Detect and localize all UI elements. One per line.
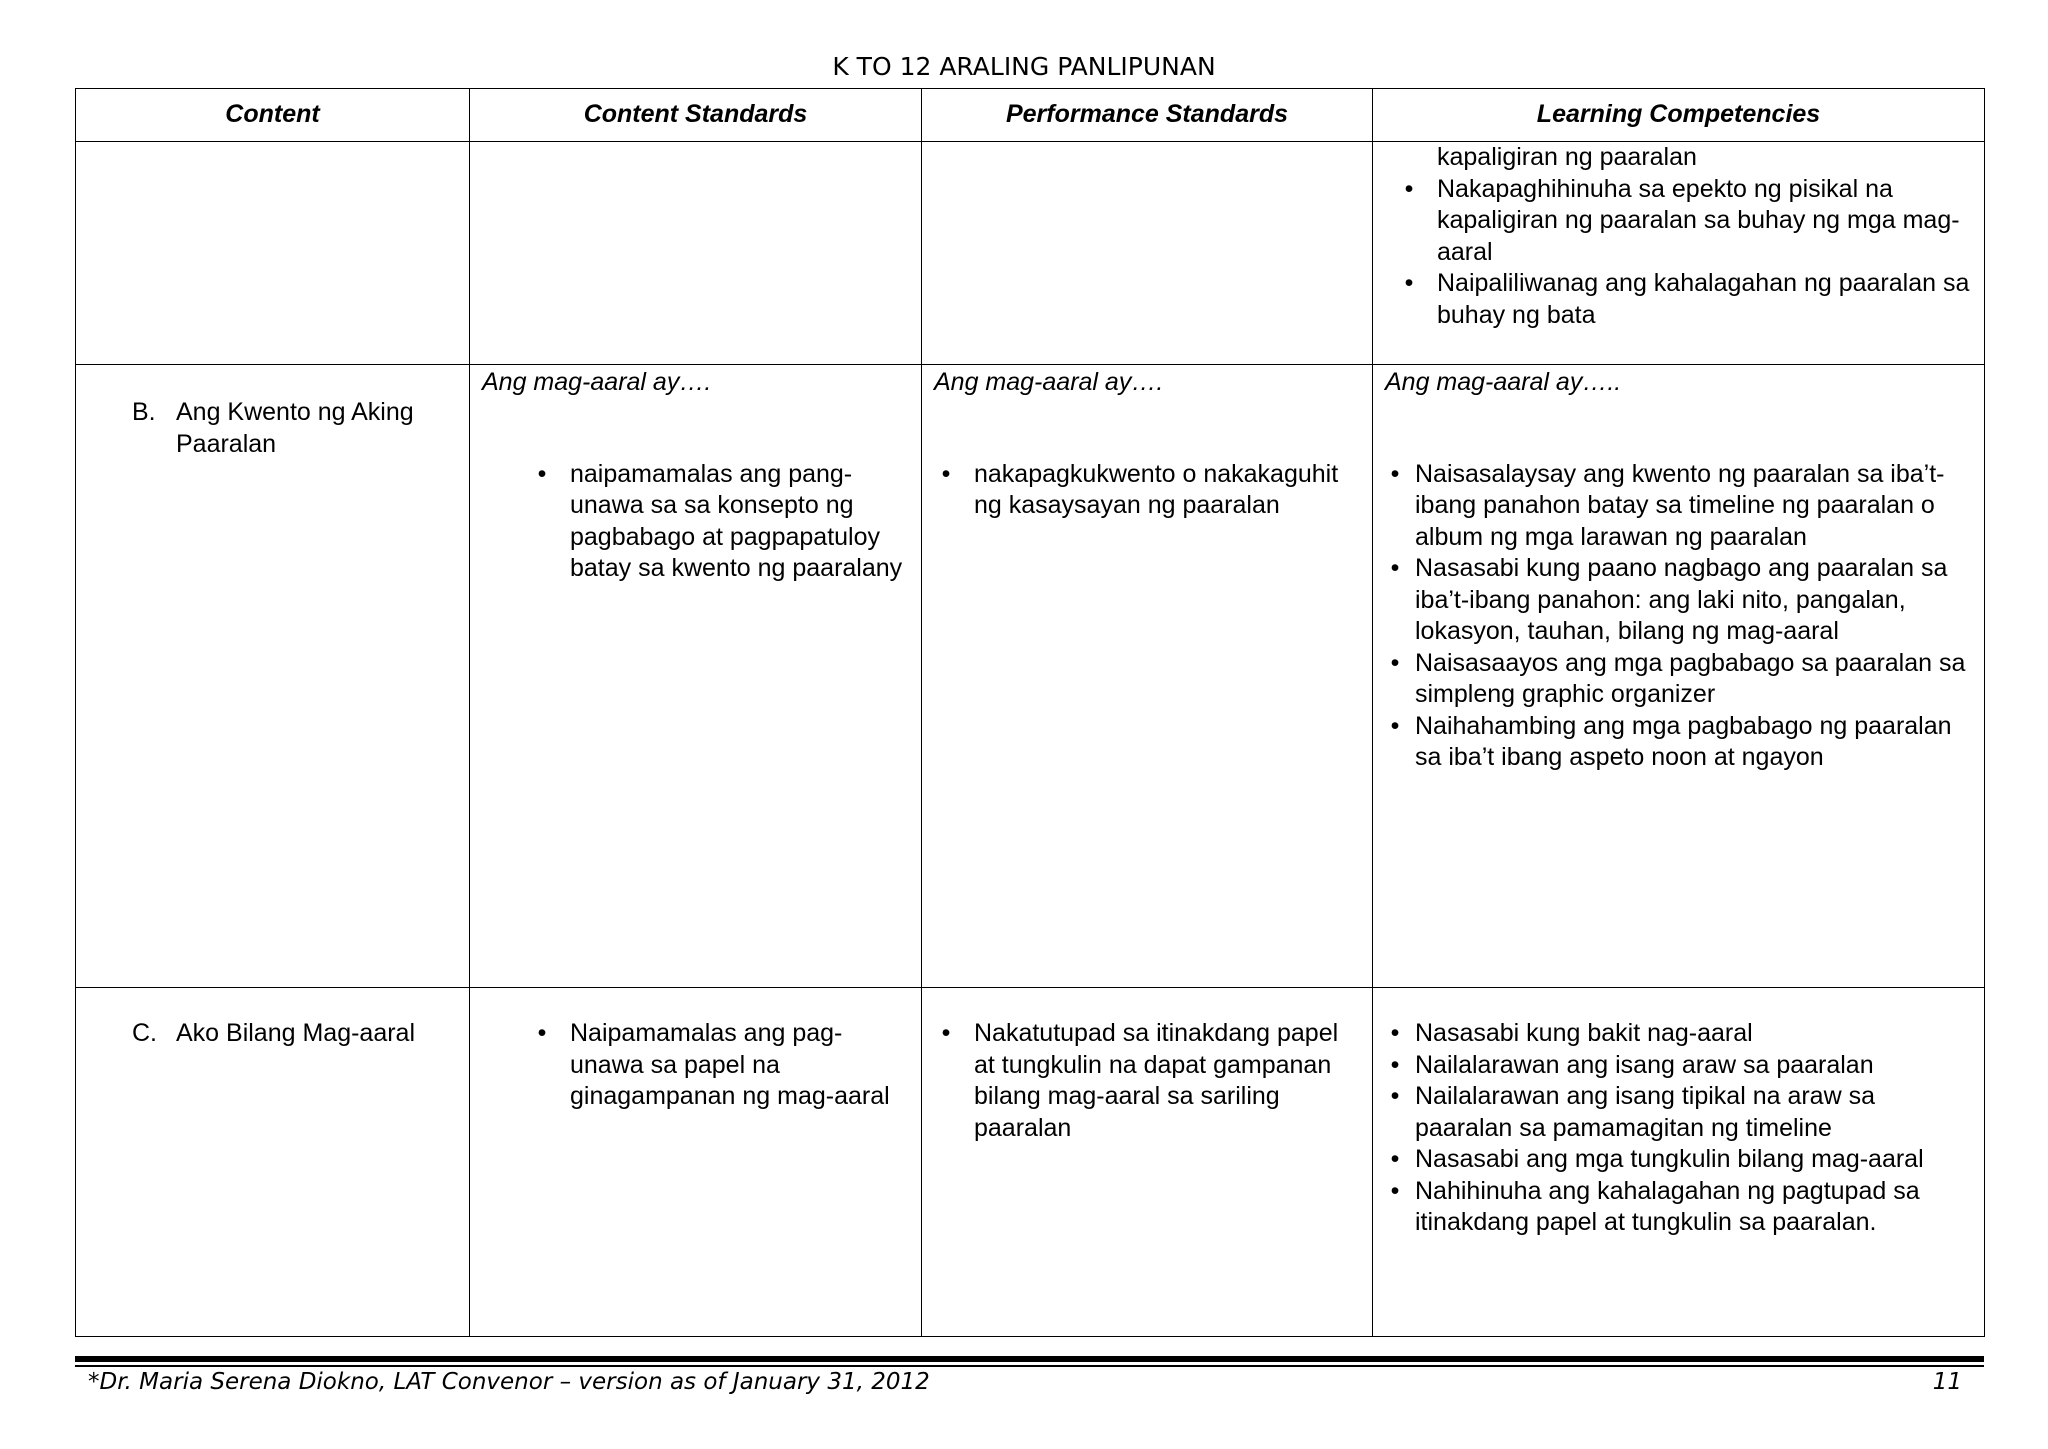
bullet-icon: • — [537, 459, 547, 488]
bullet-icon: • — [1404, 269, 1414, 297]
standards-list — [941, 459, 1364, 522]
column-header-content: Content — [76, 89, 470, 142]
page-number: 11 — [1932, 1369, 1962, 1395]
bullet-icon: • — [1390, 459, 1400, 488]
learning-competencies-cell — [1373, 365, 1985, 988]
curriculum-table — [75, 88, 1985, 1337]
bullet-icon: • — [941, 1019, 951, 1047]
list-item: • naipamamalas ang pang-unawa sa sa konsepto ng pagbabago at pagpapatuloy batay sa kwento ng paaralany — [570, 459, 913, 585]
competency-list — [1404, 142, 1976, 331]
bullet-icon: • — [1390, 1082, 1400, 1110]
table-row — [76, 142, 1985, 365]
standards-list — [941, 1018, 1364, 1144]
standards-list — [537, 1018, 913, 1113]
list-item: • Naipamamalas ang pag-unawa sa papel na ginagampanan ng mag-aaral — [570, 1018, 913, 1113]
bullet-icon: • — [1390, 554, 1400, 582]
bullet-icon: • — [1390, 1145, 1400, 1173]
table-header-row — [76, 89, 1985, 142]
content-cell — [76, 142, 470, 365]
topic-heading: B. Ang Kwento ng Aking Paaralan — [132, 398, 414, 458]
bullet-icon: • — [1390, 648, 1400, 677]
bullet-icon: • — [537, 1019, 547, 1047]
list-item: • Nakatutupad sa itinakdang papel at tungkulin na dapat gampanan bilang mag-aaral sa sariling paaralan — [974, 1018, 1364, 1144]
list-item: • Naipaliliwanag ang kahalagahan ng paaralan sa buhay ng bata — [1437, 268, 1976, 331]
performance-standards-cell — [922, 142, 1373, 365]
table-row — [76, 365, 1985, 988]
list-item: • Nailalarawan ang isang araw sa paaralan — [1415, 1050, 1978, 1082]
competency-list — [1390, 459, 1978, 774]
bullet-icon: • — [1390, 1176, 1400, 1205]
footer-divider — [75, 1356, 1984, 1362]
content-standards-cell — [470, 365, 922, 988]
intro-text: Ang mag-aaral ay….. — [1385, 368, 1622, 396]
content-cell — [76, 365, 470, 988]
learning-competencies-cell — [1373, 988, 1985, 1337]
performance-standards-cell — [922, 988, 1373, 1337]
learning-competencies-cell — [1373, 142, 1985, 365]
list-item: • Nakapaghihinuha sa epekto ng pisikal na kapaligiran ng paaralan sa buhay ng mga mag-aaral — [1437, 174, 1976, 269]
intro-text: Ang mag-aaral ay…. — [934, 368, 1164, 396]
bullet-icon: • — [1390, 1050, 1400, 1079]
list-item: • Naisasaayos ang mga pagbabago sa paaralan sa simpleng graphic organizer — [1415, 648, 1978, 711]
table-row — [76, 988, 1985, 1337]
content-standards-cell — [470, 988, 922, 1337]
column-header-performance-standards: Performance Standards — [922, 89, 1373, 142]
content-cell — [76, 988, 470, 1337]
standards-list — [537, 459, 913, 585]
content-standards-cell — [470, 142, 922, 365]
footer-attribution: *Dr. Maria Serena Diokno, LAT Convenor – version as of January 31, 2012 — [88, 1369, 930, 1395]
list-item: • Naisasalaysay ang kwento ng paaralan sa iba’t-ibang panahon batay sa timeline ng paaralan o album ng mga larawan ng paaralan — [1415, 459, 1978, 554]
column-header-learning-competencies: Learning Competencies — [1373, 89, 1985, 142]
performance-standards-cell — [922, 365, 1373, 988]
list-item: • Nasasabi kung paano nagbago ang paaralan sa iba’t-ibang panahon: ang laki nito, pangalan, lokasyon, tauhan, bilang ng mag-aaral — [1415, 553, 1978, 648]
competency-continuation: kapaligiran ng paaralan — [1437, 143, 1697, 171]
page-header-title: K TO 12 ARALING PANLIPUNAN — [832, 52, 1216, 81]
list-item: • Nasasabi kung bakit nag-aaral — [1415, 1018, 1978, 1050]
bullet-icon: • — [1390, 1019, 1400, 1047]
list-item: • Nailalarawan ang isang tipikal na araw sa paaralan sa pamamagitan ng timeline — [1415, 1081, 1978, 1144]
topic-heading: C. Ako Bilang Mag-aaral — [132, 1019, 416, 1047]
list-item: • Nasasabi ang mga tungkulin bilang mag-aaral — [1415, 1144, 1978, 1176]
footer-divider-thin — [75, 1365, 1984, 1367]
list-item: • nakapagkukwento o nakakaguhit ng kasaysayan ng paaralan — [974, 459, 1364, 522]
intro-text: Ang mag-aaral ay…. — [482, 368, 712, 396]
bullet-icon: • — [1404, 174, 1414, 203]
bullet-icon: • — [1390, 711, 1400, 740]
list-item: • Naihahambing ang mga pagbabago ng paaralan sa iba’t ibang aspeto noon at ngayon — [1415, 711, 1978, 774]
competency-list — [1390, 1018, 1978, 1239]
bullet-icon: • — [941, 459, 951, 488]
column-header-content-standards: Content Standards — [470, 89, 922, 142]
list-item: • Nahihinuha ang kahalagahan ng pagtupad sa itinakdang papel at tungkulin sa paaralan. — [1415, 1176, 1978, 1239]
